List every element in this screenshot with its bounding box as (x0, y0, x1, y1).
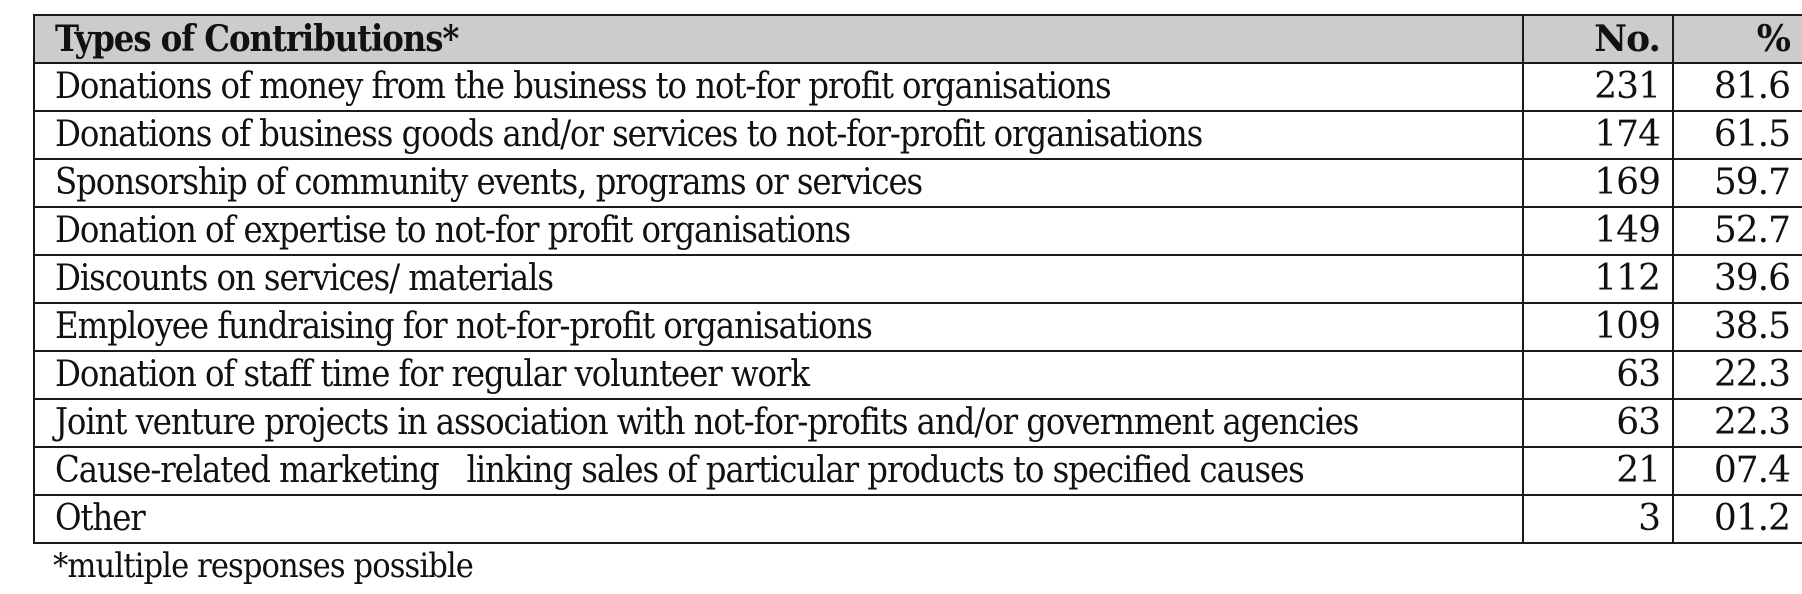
column-header-type-text: Types of Contributions* (55, 18, 459, 60)
row-label: Employee fundraising for not-for-profit organisations (55, 306, 872, 347)
table-row (34, 495, 1802, 543)
row-count: 63 (1523, 351, 1673, 399)
table-row (34, 63, 1802, 111)
row-count: 3 (1523, 495, 1673, 543)
row-count: 174 (1523, 111, 1673, 159)
row-percent: 22.3 (1673, 399, 1802, 447)
row-percent: 22.3 (1673, 351, 1802, 399)
row-percent: 07.4 (1673, 447, 1802, 495)
row-count: 109 (1523, 303, 1673, 351)
row-label-cell (34, 351, 1523, 399)
row-label-cell (34, 159, 1523, 207)
table-row (34, 399, 1802, 447)
contributions-table (33, 14, 1802, 544)
row-label: Joint venture projects in association with not-for-profits and/or government agencies (55, 402, 1359, 443)
table-row (34, 351, 1802, 399)
row-label: Discounts on services/ materials (55, 258, 553, 299)
column-header-count: No. (1523, 15, 1673, 63)
row-count: 169 (1523, 159, 1673, 207)
row-count: 231 (1523, 63, 1673, 111)
row-percent: 52.7 (1673, 207, 1802, 255)
footnote-text: *multiple responses possible (53, 546, 474, 586)
column-header-percent: % (1673, 15, 1802, 63)
column-header-type (34, 15, 1523, 63)
contributions-table-container (33, 14, 1802, 586)
row-label: Donation of staff time for regular volunteer work (55, 354, 809, 395)
table-footnote (33, 546, 1802, 586)
row-percent: 61.5 (1673, 111, 1802, 159)
row-label: Sponsorship of community events, programs or services (55, 162, 923, 203)
table-header (34, 15, 1802, 63)
row-percent: 01.2 (1673, 495, 1802, 543)
row-percent: 39.6 (1673, 255, 1802, 303)
row-label: Cause-related marketing linking sales of particular products to specified causes (55, 450, 1304, 491)
row-label-cell (34, 495, 1523, 543)
row-percent: 38.5 (1673, 303, 1802, 351)
header-row (34, 15, 1802, 63)
table-row (34, 447, 1802, 495)
row-label-cell (34, 207, 1523, 255)
row-label: Other (55, 498, 145, 539)
table-row (34, 159, 1802, 207)
row-label-cell (34, 63, 1523, 111)
row-count: 63 (1523, 399, 1673, 447)
row-label: Donations of money from the business to not-for profit organisations (55, 66, 1111, 107)
row-count: 149 (1523, 207, 1673, 255)
table-body (34, 63, 1802, 543)
row-label: Donations of business goods and/or services to not-for-profit organisations (55, 114, 1203, 155)
row-label-cell (34, 399, 1523, 447)
table-row (34, 255, 1802, 303)
row-label-cell (34, 111, 1523, 159)
row-count: 112 (1523, 255, 1673, 303)
row-label-cell (34, 303, 1523, 351)
row-percent: 59.7 (1673, 159, 1802, 207)
table-row (34, 303, 1802, 351)
row-count: 21 (1523, 447, 1673, 495)
row-percent: 81.6 (1673, 63, 1802, 111)
row-label: Donation of expertise to not-for profit organisations (55, 210, 851, 251)
table-row (34, 207, 1802, 255)
table-row (34, 111, 1802, 159)
row-label-cell (34, 447, 1523, 495)
row-label-cell (34, 255, 1523, 303)
